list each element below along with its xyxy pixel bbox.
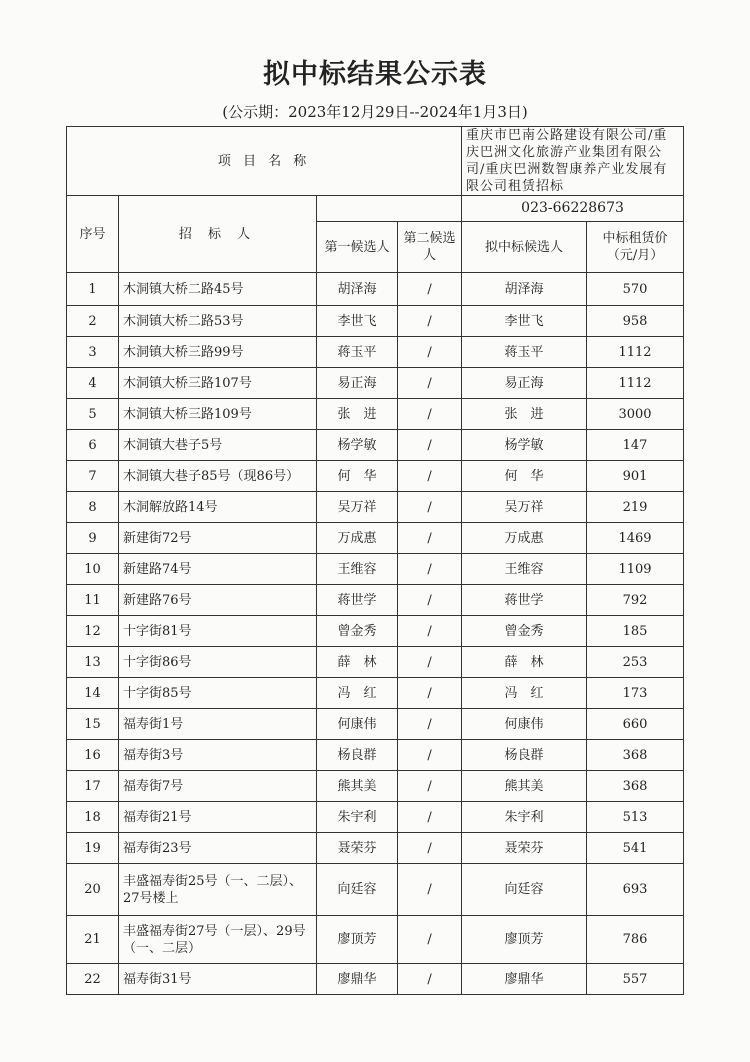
- rent-price: 3000: [587, 399, 684, 430]
- second-candidate: /: [398, 864, 462, 916]
- row-number: 1: [67, 273, 119, 306]
- table-row: [67, 802, 684, 833]
- table-row: [67, 306, 684, 337]
- rent-price: 1112: [587, 337, 684, 368]
- first-candidate: 李世飞: [317, 306, 398, 337]
- winner-candidate: 胡泽海: [462, 273, 587, 306]
- second-candidate: /: [398, 461, 462, 492]
- second-candidate: /: [398, 964, 462, 995]
- table-row: [67, 399, 684, 430]
- rent-price: 253: [587, 647, 684, 678]
- winner-candidate-header: 拟中标候选人: [462, 222, 587, 273]
- first-candidate: 蒋玉平: [317, 337, 398, 368]
- tenderer-address: 十字街81号: [119, 616, 317, 647]
- row-number: 4: [67, 368, 119, 399]
- publicity-period: (公示期：2023年12月29日--2024年1月3日): [222, 103, 528, 121]
- first-candidate-header: 第一候选人: [317, 222, 398, 273]
- winner-candidate: 何康伟: [462, 709, 587, 740]
- row-number: 18: [67, 802, 119, 833]
- rent-price: 792: [587, 585, 684, 616]
- result-table: [66, 126, 684, 995]
- first-candidate: 廖鼎华: [317, 964, 398, 995]
- tenderer-address: 福寿街7号: [119, 771, 317, 802]
- rent-price: 219: [587, 492, 684, 523]
- first-candidate: 胡泽海: [317, 273, 398, 306]
- row-number: 2: [67, 306, 119, 337]
- table-row: [67, 864, 684, 916]
- tenderer-address: 福寿街1号: [119, 709, 317, 740]
- second-candidate: /: [398, 492, 462, 523]
- first-candidate: 薛 林: [317, 647, 398, 678]
- row-number: 19: [67, 833, 119, 864]
- winner-candidate: 向廷容: [462, 864, 587, 916]
- row-number: 8: [67, 492, 119, 523]
- rent-price: 901: [587, 461, 684, 492]
- row-number: 10: [67, 554, 119, 585]
- rent-price: 513: [587, 802, 684, 833]
- contact-phone: 023-66228673: [462, 196, 684, 222]
- first-candidate: 何 华: [317, 461, 398, 492]
- winner-candidate: 吴万祥: [462, 492, 587, 523]
- table-row: [67, 430, 684, 461]
- first-candidate: 万成惠: [317, 523, 398, 554]
- rent-price: 1469: [587, 523, 684, 554]
- rent-price: 368: [587, 771, 684, 802]
- row-number: 9: [67, 523, 119, 554]
- winner-candidate: 朱宇利: [462, 802, 587, 833]
- tenderer-address: 新建路74号: [119, 554, 317, 585]
- row-number: 13: [67, 647, 119, 678]
- table-row: [67, 771, 684, 802]
- first-candidate: 向廷容: [317, 864, 398, 916]
- winner-candidate: 冯 红: [462, 678, 587, 709]
- winner-candidate: 薛 林: [462, 647, 587, 678]
- tenderer-address: 木洞镇大巷子5号: [119, 430, 317, 461]
- phone-blank-cell: [317, 196, 462, 222]
- table-row: [67, 585, 684, 616]
- winner-candidate: 廖顶芳: [462, 916, 587, 964]
- first-candidate: 杨良群: [317, 740, 398, 771]
- tenderer-address: 木洞镇大桥二路45号: [119, 273, 317, 306]
- first-candidate: 朱宇利: [317, 802, 398, 833]
- phone-row: [67, 196, 684, 222]
- second-candidate: /: [398, 306, 462, 337]
- project-label: 项 目 名 称: [67, 127, 462, 196]
- winner-candidate: 聂荣芬: [462, 833, 587, 864]
- rent-price: 660: [587, 709, 684, 740]
- table-row: [67, 709, 684, 740]
- tenderer-address: 木洞解放路14号: [119, 492, 317, 523]
- second-candidate: /: [398, 916, 462, 964]
- first-candidate: 杨学敏: [317, 430, 398, 461]
- tenderer-address: 木洞镇大桥三路109号: [119, 399, 317, 430]
- winner-candidate: 王维容: [462, 554, 587, 585]
- table-row: [67, 461, 684, 492]
- table-row: [67, 833, 684, 864]
- rent-price: 693: [587, 864, 684, 916]
- row-number: 6: [67, 430, 119, 461]
- first-candidate: 王维容: [317, 554, 398, 585]
- row-number: 3: [67, 337, 119, 368]
- winner-candidate: 杨学敏: [462, 430, 587, 461]
- rent-price: 958: [587, 306, 684, 337]
- table-row: [67, 492, 684, 523]
- second-candidate-header: 第二候选人: [398, 222, 462, 273]
- project-name: 重庆市巴南公路建设有限公司/重庆巴洲文化旅游产业集团有限公司/重庆巴洲数智康养产业发展有限公司租赁招标: [462, 127, 684, 196]
- second-candidate: /: [398, 647, 462, 678]
- row-number: 20: [67, 864, 119, 916]
- tenderer-address: 丰盛福寿街27号（一层）、29号（一、二层）: [119, 916, 317, 964]
- row-number: 17: [67, 771, 119, 802]
- table-row: [67, 916, 684, 964]
- first-candidate: 何康伟: [317, 709, 398, 740]
- second-candidate: /: [398, 273, 462, 306]
- second-candidate: /: [398, 368, 462, 399]
- second-candidate: /: [398, 771, 462, 802]
- second-candidate: /: [398, 554, 462, 585]
- first-candidate: 聂荣芬: [317, 833, 398, 864]
- tenderer-address: 福寿街31号: [119, 964, 317, 995]
- second-candidate: /: [398, 523, 462, 554]
- winner-candidate: 廖鼎华: [462, 964, 587, 995]
- table-row: [67, 554, 684, 585]
- tenderer-address: 木洞镇大桥三路99号: [119, 337, 317, 368]
- tenderer-address: 丰盛福寿街25号（一、二层）、27号楼上: [119, 864, 317, 916]
- rent-price: 1109: [587, 554, 684, 585]
- table-row: [67, 616, 684, 647]
- first-candidate: 易正海: [317, 368, 398, 399]
- rent-price: 173: [587, 678, 684, 709]
- project-row: [67, 127, 684, 196]
- seq-header: 序号: [67, 196, 119, 273]
- row-number: 12: [67, 616, 119, 647]
- row-number: 14: [67, 678, 119, 709]
- winner-candidate: 熊其美: [462, 771, 587, 802]
- tenderer-header: 招 标 人: [119, 196, 317, 273]
- tenderer-address: 木洞镇大桥二路53号: [119, 306, 317, 337]
- row-number: 15: [67, 709, 119, 740]
- table-row: [67, 337, 684, 368]
- tenderer-address: 福寿街3号: [119, 740, 317, 771]
- row-number: 11: [67, 585, 119, 616]
- winner-candidate: 易正海: [462, 368, 587, 399]
- winner-candidate: 万成惠: [462, 523, 587, 554]
- second-candidate: /: [398, 430, 462, 461]
- rent-price: 570: [587, 273, 684, 306]
- tenderer-address: 福寿街21号: [119, 802, 317, 833]
- rent-price: 1112: [587, 368, 684, 399]
- rent-price: 541: [587, 833, 684, 864]
- rent-header: 中标租赁价（元/月）: [587, 222, 684, 273]
- document-title: 拟中标结果公示表: [263, 59, 487, 90]
- first-candidate: 张 进: [317, 399, 398, 430]
- second-candidate: /: [398, 616, 462, 647]
- tenderer-address: 新建路76号: [119, 585, 317, 616]
- first-candidate: 吴万祥: [317, 492, 398, 523]
- winner-candidate: 何 华: [462, 461, 587, 492]
- second-candidate: /: [398, 399, 462, 430]
- row-number: 21: [67, 916, 119, 964]
- second-candidate: /: [398, 740, 462, 771]
- table-row: [67, 647, 684, 678]
- second-candidate: /: [398, 833, 462, 864]
- winner-candidate: 蒋玉平: [462, 337, 587, 368]
- rent-price: 786: [587, 916, 684, 964]
- first-candidate: 熊其美: [317, 771, 398, 802]
- first-candidate: 曾金秀: [317, 616, 398, 647]
- table-row: [67, 740, 684, 771]
- winner-candidate: 李世飞: [462, 306, 587, 337]
- first-candidate: 蒋世学: [317, 585, 398, 616]
- winner-candidate: 杨良群: [462, 740, 587, 771]
- tenderer-address: 十字街85号: [119, 678, 317, 709]
- table-row: [67, 964, 684, 995]
- winner-candidate: 蒋世学: [462, 585, 587, 616]
- second-candidate: /: [398, 678, 462, 709]
- row-number: 16: [67, 740, 119, 771]
- rent-price: 185: [587, 616, 684, 647]
- second-candidate: /: [398, 709, 462, 740]
- tenderer-address: 福寿街23号: [119, 833, 317, 864]
- winner-candidate: 张 进: [462, 399, 587, 430]
- table-row: [67, 368, 684, 399]
- row-number: 22: [67, 964, 119, 995]
- second-candidate: /: [398, 337, 462, 368]
- table-row: [67, 678, 684, 709]
- rent-price: 368: [587, 740, 684, 771]
- rent-price: 557: [587, 964, 684, 995]
- row-number: 5: [67, 399, 119, 430]
- table-row: [67, 273, 684, 306]
- table-row: [67, 523, 684, 554]
- second-candidate: /: [398, 802, 462, 833]
- winner-candidate: 曾金秀: [462, 616, 587, 647]
- tenderer-address: 十字街86号: [119, 647, 317, 678]
- tenderer-address: 新建街72号: [119, 523, 317, 554]
- row-number: 7: [67, 461, 119, 492]
- tenderer-address: 木洞镇大巷子85号（现86号）: [119, 461, 317, 492]
- tenderer-address: 木洞镇大桥三路107号: [119, 368, 317, 399]
- rent-price: 147: [587, 430, 684, 461]
- first-candidate: 冯 红: [317, 678, 398, 709]
- second-candidate: /: [398, 585, 462, 616]
- first-candidate: 廖顶芳: [317, 916, 398, 964]
